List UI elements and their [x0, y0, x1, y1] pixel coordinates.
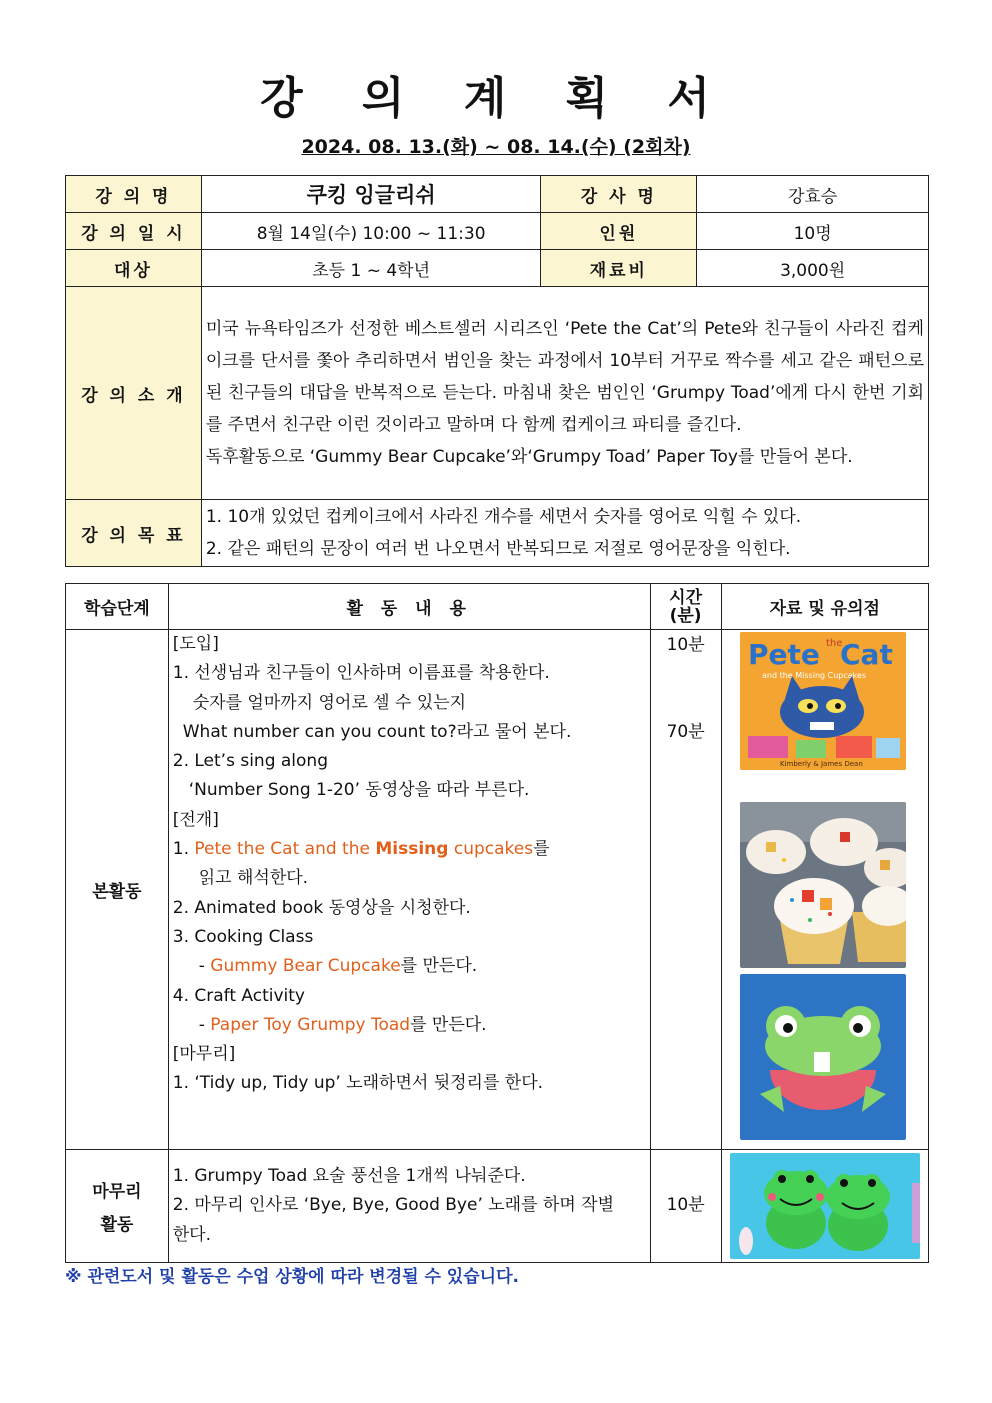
- header-notes: 자료 및 유의점: [721, 584, 928, 630]
- svg-text:and the Missing Cupcakes: and the Missing Cupcakes: [761, 671, 866, 680]
- course-name-value: 쿠킹 잉글리쉬: [201, 176, 541, 213]
- course-info-table: [65, 175, 929, 567]
- intro-label: 강 의 소 개: [66, 287, 202, 500]
- goal-label: 강 의 목 표: [66, 500, 202, 567]
- intro-text: 미국 뉴욕타임즈가 선정한 베스트셀러 시리즈인 ‘Pete the Cat’의 Pete와 친구들이 사라진 컵케이크를 단서를 쫓아 추리하면서 범인을 찾는 과정에서 10부터 거꾸로 짝수를 세고 같은 패턴으로 된 친구들의 대답을 반복적으로 듣는다. 마침내 찾은 범인인 ‘Grumpy Toad’에게 다시 한번 기회를 주면서 친구란 이런 것이라고 말하며 다 함께 컵케이크 파티를 즐긴다. 독후활동으로 ‘Gummy Bear Cupcake’와‘Grumpy Toad’ Paper Toy를 만들어 본다.: [201, 287, 928, 500]
- goal-text: 1. 10개 있었던 컵케이크에서 사라진 개수를 세면서 숫자를 영어로 익힐 수 있다. 2. 같은 패턴의 문장이 여러 번 나오면서 반복되므로 저절로 영어문장을 익힌다.: [201, 500, 928, 567]
- svg-text:Cat: Cat: [839, 638, 893, 671]
- closing-time: 10분: [650, 1150, 721, 1263]
- svg-text:Kimberly & James Dean: Kimberly & James Dean: [779, 760, 863, 768]
- header-time: 시간 (분): [650, 584, 721, 630]
- teacher-value: 강효승: [697, 176, 929, 213]
- target-value: 초등 1 ~ 4학년: [201, 250, 541, 287]
- lesson-plan-table: [65, 583, 929, 1263]
- target-label: 대상: [66, 250, 202, 287]
- fee-label: 재료비: [541, 250, 697, 287]
- main-time: 10분 70분: [650, 630, 721, 1150]
- header-stage: 학습단계: [66, 584, 169, 630]
- book-cover-image: [740, 632, 906, 770]
- header-activity: 활 동 내 용: [168, 584, 650, 630]
- closing-activity: 1. Grumpy Toad 요술 풍선을 1개씩 나눠준다. 2. 마무리 인사로 ‘Bye, Bye, Good Bye’ 노래를 하며 작별 한다.: [168, 1150, 650, 1263]
- datetime-value: 8월 14일(수) 10:00 ~ 11:30: [201, 213, 541, 250]
- datetime-label: 강 의 일 시: [66, 213, 202, 250]
- fee-value: 3,000원: [697, 250, 929, 287]
- cupcake-photo: [740, 802, 906, 968]
- paper-toad-photo: [740, 974, 906, 1140]
- people-value: 10명: [697, 213, 929, 250]
- main-activity: [도입] 1. 선생님과 친구들이 인사하며 이름표를 착용한다. 숫자를 얼마까지 영어로 셀 수 있는지 What number can you count to?라고 물어 본다. 2. Let’s sing along ‘Number Song 1-20’ 동영상을 따라 부른다. [전개] 1. Pete the Cat and the Missing cupcakes를 읽고 해석한다. 2. Animated book 동영상을 시청한다. 3. Cooking Class - Gummy Bear Cupcake를 만든다. 4. Craft Activity - Paper Toy Grumpy Toad를 만든다. [마무리] 1. ‘Tidy up, Tidy up’ 노래하면서 뒷정리를 한다.: [168, 630, 650, 1150]
- toad-balloon-photo: [730, 1153, 920, 1259]
- svg-text:Pete: Pete: [747, 638, 820, 671]
- teacher-label: 강 사 명: [541, 176, 697, 213]
- page-title: 강 의 계 획 서: [260, 73, 732, 124]
- course-name-label: 강 의 명: [66, 176, 202, 213]
- date-range: 2024. 08. 13.(화) ~ 08. 14.(수) (2회차): [301, 136, 691, 158]
- closing-stage: 마무리 활동: [66, 1150, 169, 1263]
- svg-text:the: the: [825, 638, 842, 649]
- main-stage: 본활동: [66, 630, 169, 1150]
- main-materials: [721, 630, 928, 1150]
- closing-materials: [721, 1150, 928, 1263]
- footnote: ※ 관련도서 및 활동은 수업 상황에 따라 변경될 수 있습니다.: [65, 1267, 519, 1287]
- people-label: 인원: [541, 213, 697, 250]
